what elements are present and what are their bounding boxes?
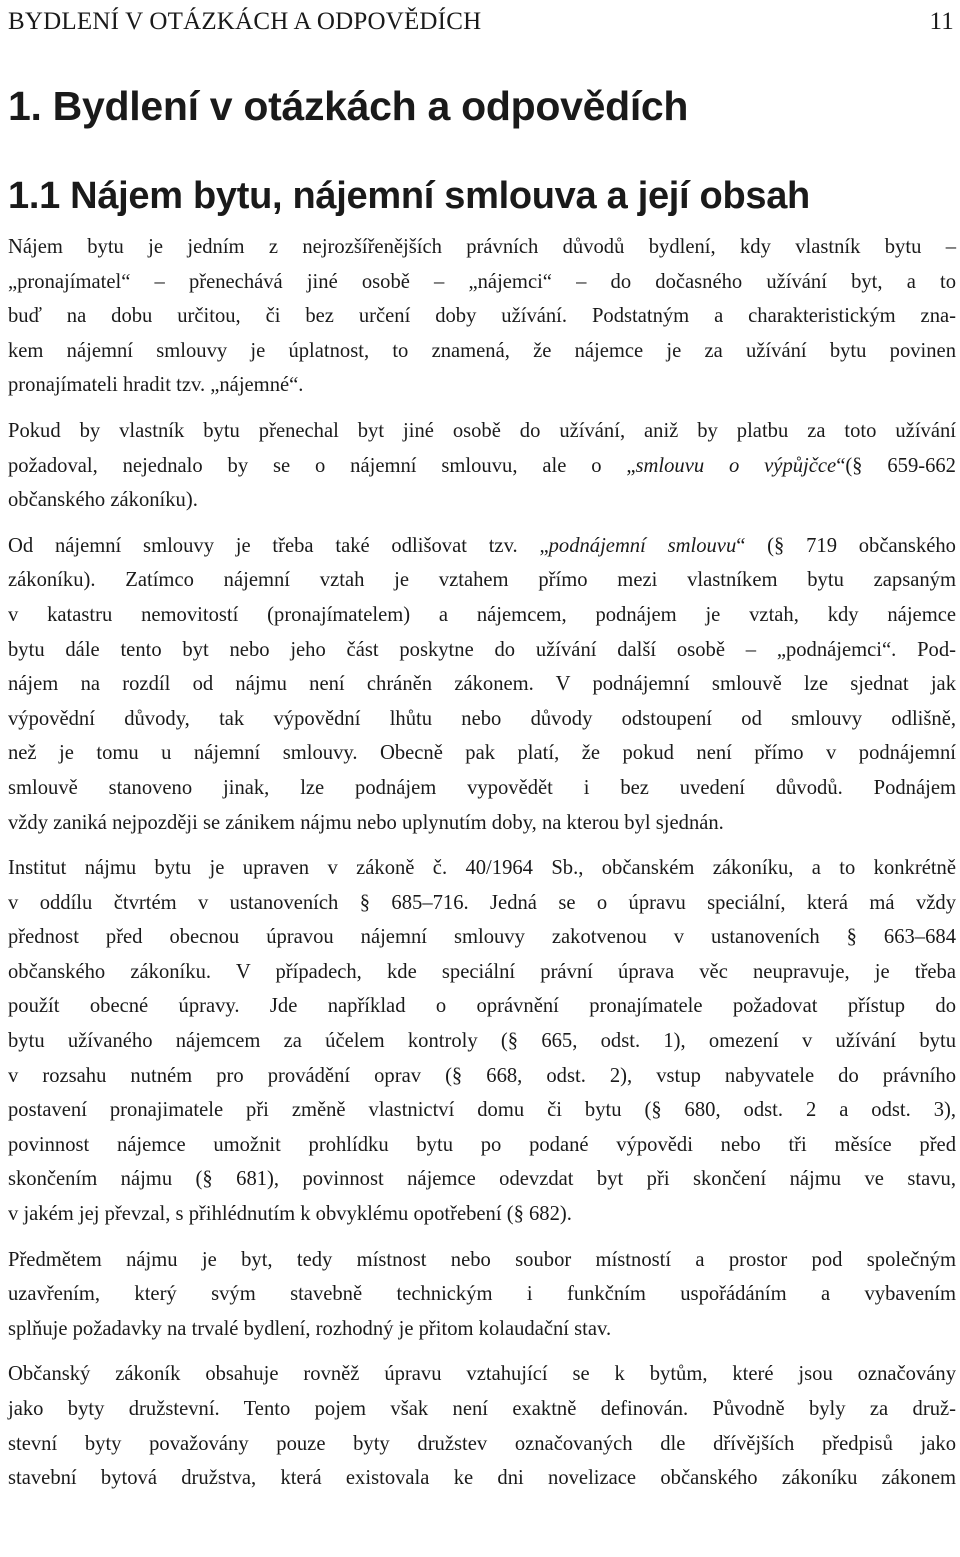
paragraph-line: smlouvě stanoveno jinak, lze podnájem vypovědět i bez uvedení důvodů. Podnájem <box>8 776 956 799</box>
paragraph-3 <box>8 529 956 840</box>
paragraph-line: „pronajímatel“ – přenechává jiné osobě – „nájemci“ – do dočasného užívání byt, a to <box>8 270 956 293</box>
paragraph-line: Nájem bytu je jedním z nejrozšířenějších právních důvodů bydlení, kdy vlastník bytu – <box>8 236 956 258</box>
paragraph-line: jako byty družstevní. Tento pojem však není exaktně definován. Původně byly za druž- <box>8 1398 956 1420</box>
paragraph-line: občanského zákoníku). <box>8 489 198 512</box>
paragraph-line: v jakém jej převzal, s přihlédnutím k obvyklému opotřebení (§ 682). <box>8 1203 572 1226</box>
paragraph-line: postavení pronajimatele při změně vlastnictví domu či bytu (§ 680, odst. 2 a odst. 3), <box>8 1099 956 1122</box>
paragraph-line: Institut nájmu bytu je upraven v zákoně č. 40/1964 Sb., občanském zákoníku, a to konkrétně <box>8 857 956 880</box>
running-header <box>8 0 956 44</box>
paragraph-line: výpovědní důvody, tak výpovědní lhůtu nebo důvody odstoupení od smlouvy odlišně, <box>8 707 956 730</box>
paragraph-line: zákoníku). Zatímco nájemní vztah je vztahem přímo mezi vlastníkem bytu zapsaným <box>8 569 956 592</box>
paragraph-line: v katastru nemovitostí (pronajímatelem) a nájemcem, podnájem je vztah, kdy nájemce <box>8 603 956 626</box>
paragraph-line: splňuje požadavky na trvalé bydlení, rozhodný je přitom kolaudační stav. <box>8 1317 612 1340</box>
paragraph-line: přednost před obecnou úpravou nájemní smlouvy zakotvenou v ustanoveních § 663–684 <box>8 926 956 949</box>
paragraph-line: uzavřením, který svým stavebně technickým i funkčním uspořádáním a vybavením <box>8 1283 956 1306</box>
paragraph-line: v rozsahu nutném pro provádění oprav (§ 668, odst. 2), vstup nabyvatele do právního <box>8 1064 956 1087</box>
paragraph-line <box>8 529 956 564</box>
paragraph-line: povinnost nájemce umožnit prohlídku bytu po podané výpovědi nebo tři měsíce před <box>8 1133 956 1156</box>
paragraph-line: vždy zaniká nejpozději se zánikem nájmu nebo uplynutím doby, na kterou byl sjednán. <box>8 811 724 834</box>
paragraph-1 <box>8 230 956 403</box>
paragraph-line: Občanský zákoník obsahuje rovněž úpravu vztahující se k bytům, které jsou označovány <box>8 1363 956 1386</box>
paragraph-line: Předmětem nájmu je byt, tedy místnost nebo soubor místností a prostor pod společným <box>8 1248 956 1271</box>
paragraph-2 <box>8 414 956 518</box>
emphasized-term: podnájemní smlouvu <box>548 534 737 557</box>
paragraph-line: stevní byty považovány pouze byty družstev označovaných dle dřívějších předpisů jako <box>8 1432 956 1455</box>
running-header-title: BYDLENÍ V OTÁZKÁCH A ODPOVĚDÍCH <box>8 8 482 35</box>
emphasized-term: smlouvu o výpůjčce <box>635 454 837 477</box>
page-number: 11 <box>929 8 954 35</box>
text-run: “(§ 659-662 <box>836 454 956 477</box>
paragraph-line: než je tomu u nájemní smlouvy. Obecně pak platí, že pokud není přímo v podnájemní <box>8 742 956 765</box>
paragraph-5 <box>8 1243 956 1347</box>
paragraph-6 <box>8 1357 956 1495</box>
paragraph-line: pronajímateli hradit tzv. „nájemné“. <box>8 374 304 397</box>
paragraph-4 <box>8 851 956 1232</box>
paragraph-line: kem nájemní smlouvy je úplatnost, to znamená, že nájemce je za užívání bytu povinen <box>8 339 956 362</box>
paragraph-line: občanského zákoníku. V případech, kde speciální právní úprava věc neupravuje, je třeba <box>8 960 956 983</box>
paragraph-line: bytu dále tento byt nebo jeho část poskytne do užívání další osobě – „podnájemci“. Pod- <box>8 638 956 661</box>
paragraph-line: nájem na rozdíl od nájmu není chráněn zákonem. V podnájemní smlouvě lze sjednat jak <box>8 673 956 696</box>
paragraph-line: stavební bytová družstva, která existovala ke dni novelizace občanského zákoníku zákonem <box>8 1467 956 1490</box>
paragraph-line: skončením nájmu (§ 681), povinnost nájemce odevzdat byt při skončení nájmu ve stavu, <box>8 1168 956 1191</box>
chapter-title: 1. Bydlení v otázkách a odpovědích <box>8 83 689 129</box>
section-title: 1.1 Nájem bytu, nájemní smlouva a její obsah <box>8 175 810 217</box>
paragraph-line: v oddílu čtvrtém v ustanoveních § 685–716. Jedná se o úpravu speciální, která má vždy <box>8 891 956 914</box>
text-run: “ (§ 719 občanského <box>736 534 956 557</box>
text-run: Od nájemní smlouvy je třeba také odlišovat tzv. „ <box>8 534 549 557</box>
text-run: požadoval, nejednalo by se o nájemní smlouvu, ale o „ <box>8 454 636 477</box>
paragraph-line: použít obecné úpravy. Jde například o oprávnění pronajímatele požadovat přístup do <box>8 995 956 1018</box>
paragraph-line: bytu užívaného nájemcem za účelem kontroly (§ 665, odst. 1), omezení v užívání bytu <box>8 1030 956 1053</box>
paragraph-line: Pokud by vlastník bytu přenechal byt jiné osobě do užívání, aniž by platbu za toto užívání <box>8 419 956 442</box>
paragraph-line: buď na dobu určitou, či bez určení doby užívání. Podstatným a charakteristickým zna- <box>8 305 956 328</box>
paragraph-line <box>8 449 956 484</box>
document-page <box>8 0 956 1496</box>
